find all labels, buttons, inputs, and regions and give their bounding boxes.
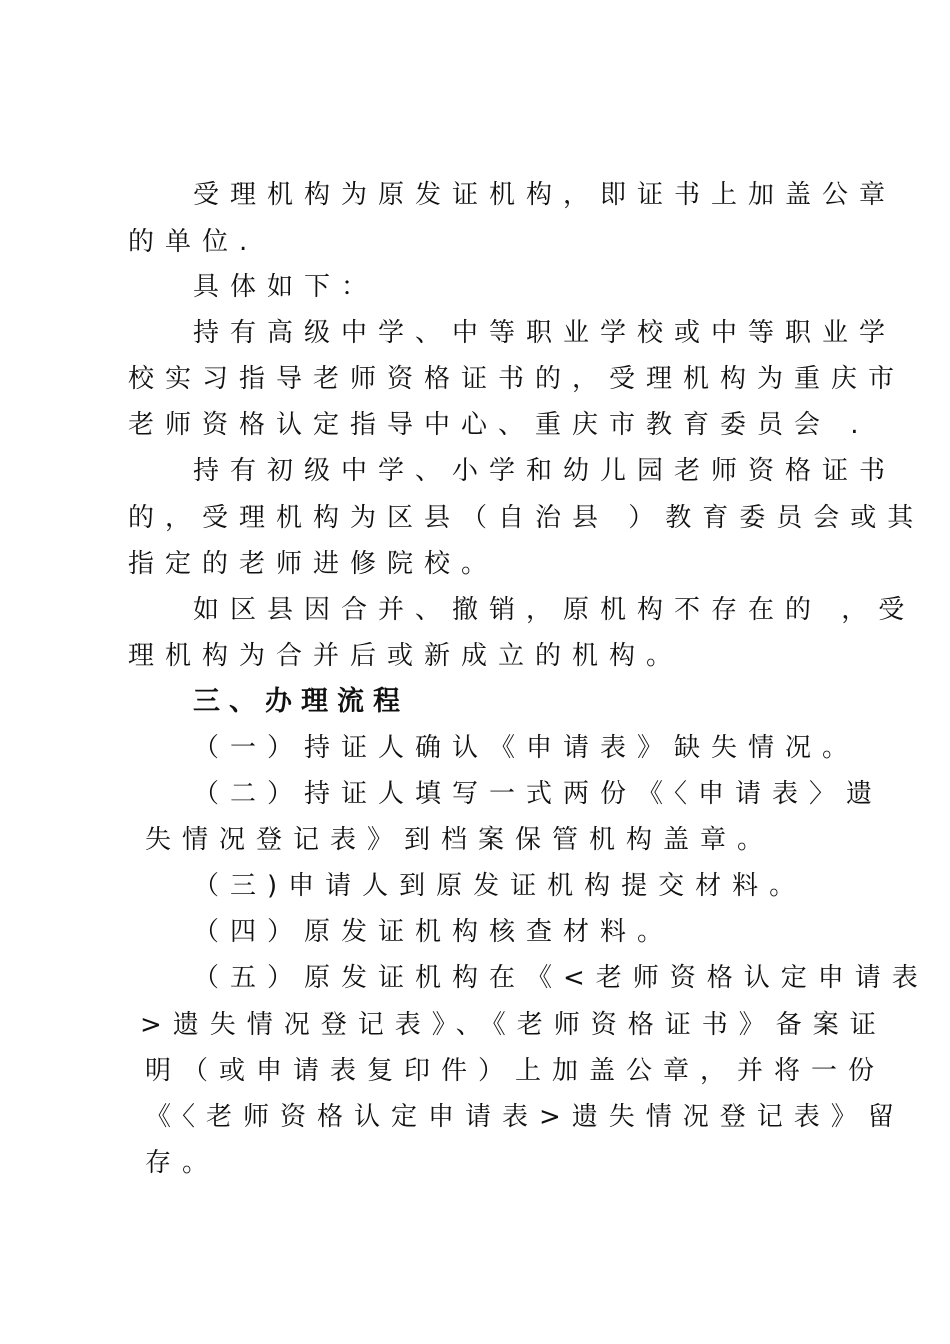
step-line: （二）持证人填写一式两份《〈申请表〉遗 — [193, 779, 884, 809]
paragraph-line: 如区县因合并、撤销，原机构不存在的 ，受 — [193, 595, 916, 625]
paragraph-line: 指定的老师进修院校。 — [128, 549, 499, 579]
paragraph-line: 校实习指导老师资格证书的，受理机构为重庆市 — [128, 364, 906, 394]
step-line: （五）原发证机构在《<老师资格认定申请表 — [193, 963, 929, 993]
paragraph-line: 持有初级中学、小学和幼儿园老师资格证书 — [193, 456, 897, 486]
step-line: 明（或申请表复印件）上加盖公章，并将一份 — [145, 1056, 886, 1086]
section-heading: 三、办理流程 — [193, 686, 409, 717]
paragraph-line: 的单位. — [128, 227, 259, 257]
step-line: 《〈老师资格认定申请表>遗失情况登记表》留 — [145, 1102, 905, 1132]
paragraph-line: 的，受理机构为区县（自治县 ）教育委员会或其 — [128, 503, 925, 533]
paragraph-line: 持有高级中学、中等职业学校或中等职业学 — [193, 318, 897, 348]
step-line: （四）原发证机构核查材料。 — [193, 917, 675, 947]
paragraph-line: 老师资格认定指导中心、重庆市教育委员会 . — [128, 410, 870, 440]
step-line: >遗失情况登记表》、《老师资格证书》备案证 — [140, 1010, 887, 1040]
paragraph-line: 理机构为合并后或新成立的机构。 — [128, 641, 684, 671]
step-line: （三)申请人到原发证机构提交材料。 — [193, 871, 807, 901]
step-line: 失情况登记表》到档案保管机构盖章。 — [145, 825, 775, 855]
step-line: （一）持证人确认《申请表》缺失情况。 — [193, 733, 860, 763]
paragraph-line: 受理机构为原发证机构，即证书上加盖公章 — [193, 180, 897, 210]
step-line: 存。 — [145, 1148, 220, 1178]
paragraph-line: 具体如下： — [193, 272, 379, 302]
